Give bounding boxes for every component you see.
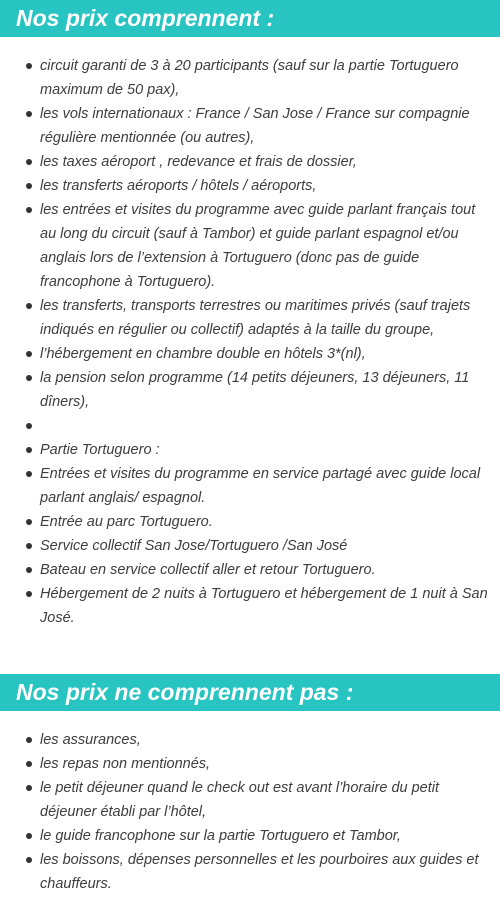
list-item: Entrée au parc Tortuguero. (40, 510, 490, 534)
list-item: la pension selon programme (14 petits déjeuners, 13 déjeuners, 11 dîners), (40, 366, 490, 414)
list-item: les taxes aéroport , redevance et frais de dossier, (40, 150, 490, 174)
list-item: Partie Tortuguero : (40, 438, 490, 462)
excluded-heading: Nos prix ne comprennent pas : (0, 674, 500, 711)
list-item: circuit garanti de 3 à 20 participants (sauf sur la partie Tortuguero maximum de 50 pax), (40, 54, 490, 102)
list-item-empty (40, 414, 490, 438)
list-item: Service collectif San Jose/Tortuguero /San José (40, 534, 490, 558)
list-item: les entrées et visites du programme avec guide parlant français tout au long du circuit (sauf à Tambor) et guide parlant espagnol et/ou anglais lors de l’extension à Tortuguero (donc pas de guide francophone à Tortuguero). (40, 198, 490, 294)
list-item: les repas non mentionnés, (40, 752, 490, 776)
list-item: Bateau en service collectif aller et retour Tortuguero. (40, 558, 490, 582)
list-item: les transferts, transports terrestres ou maritimes privés (sauf trajets indiqués en régulier ou collectif) adaptés à la taille du groupe, (40, 294, 490, 342)
list-item: les transferts aéroports / hôtels / aéroports, (40, 174, 490, 198)
included-list (0, 37, 500, 630)
list-item: les boissons, dépenses personnelles et les pourboires aux guides et chauffeurs. (40, 848, 490, 896)
list-item: Entrées et visites du programme en service partagé avec guide local parlant anglais/ espagnol. (40, 462, 490, 510)
list-item: les assurances, (40, 728, 490, 752)
excluded-list (0, 711, 500, 896)
list-item: les vols internationaux : France / San Jose / France sur compagnie régulière mentionnée (ou autres), (40, 102, 490, 150)
list-item: Hébergement de 2 nuits à Tortuguero et hébergement de 1 nuit à San José. (40, 582, 490, 630)
list-item: l’hébergement en chambre double en hôtels 3*(nl), (40, 342, 490, 366)
included-heading: Nos prix comprennent : (0, 0, 500, 37)
list-item: le guide francophone sur la partie Tortuguero et Tambor, (40, 824, 490, 848)
list-item: le petit déjeuner quand le check out est avant l’horaire du petit déjeuner établi par l’hôtel, (40, 776, 490, 824)
